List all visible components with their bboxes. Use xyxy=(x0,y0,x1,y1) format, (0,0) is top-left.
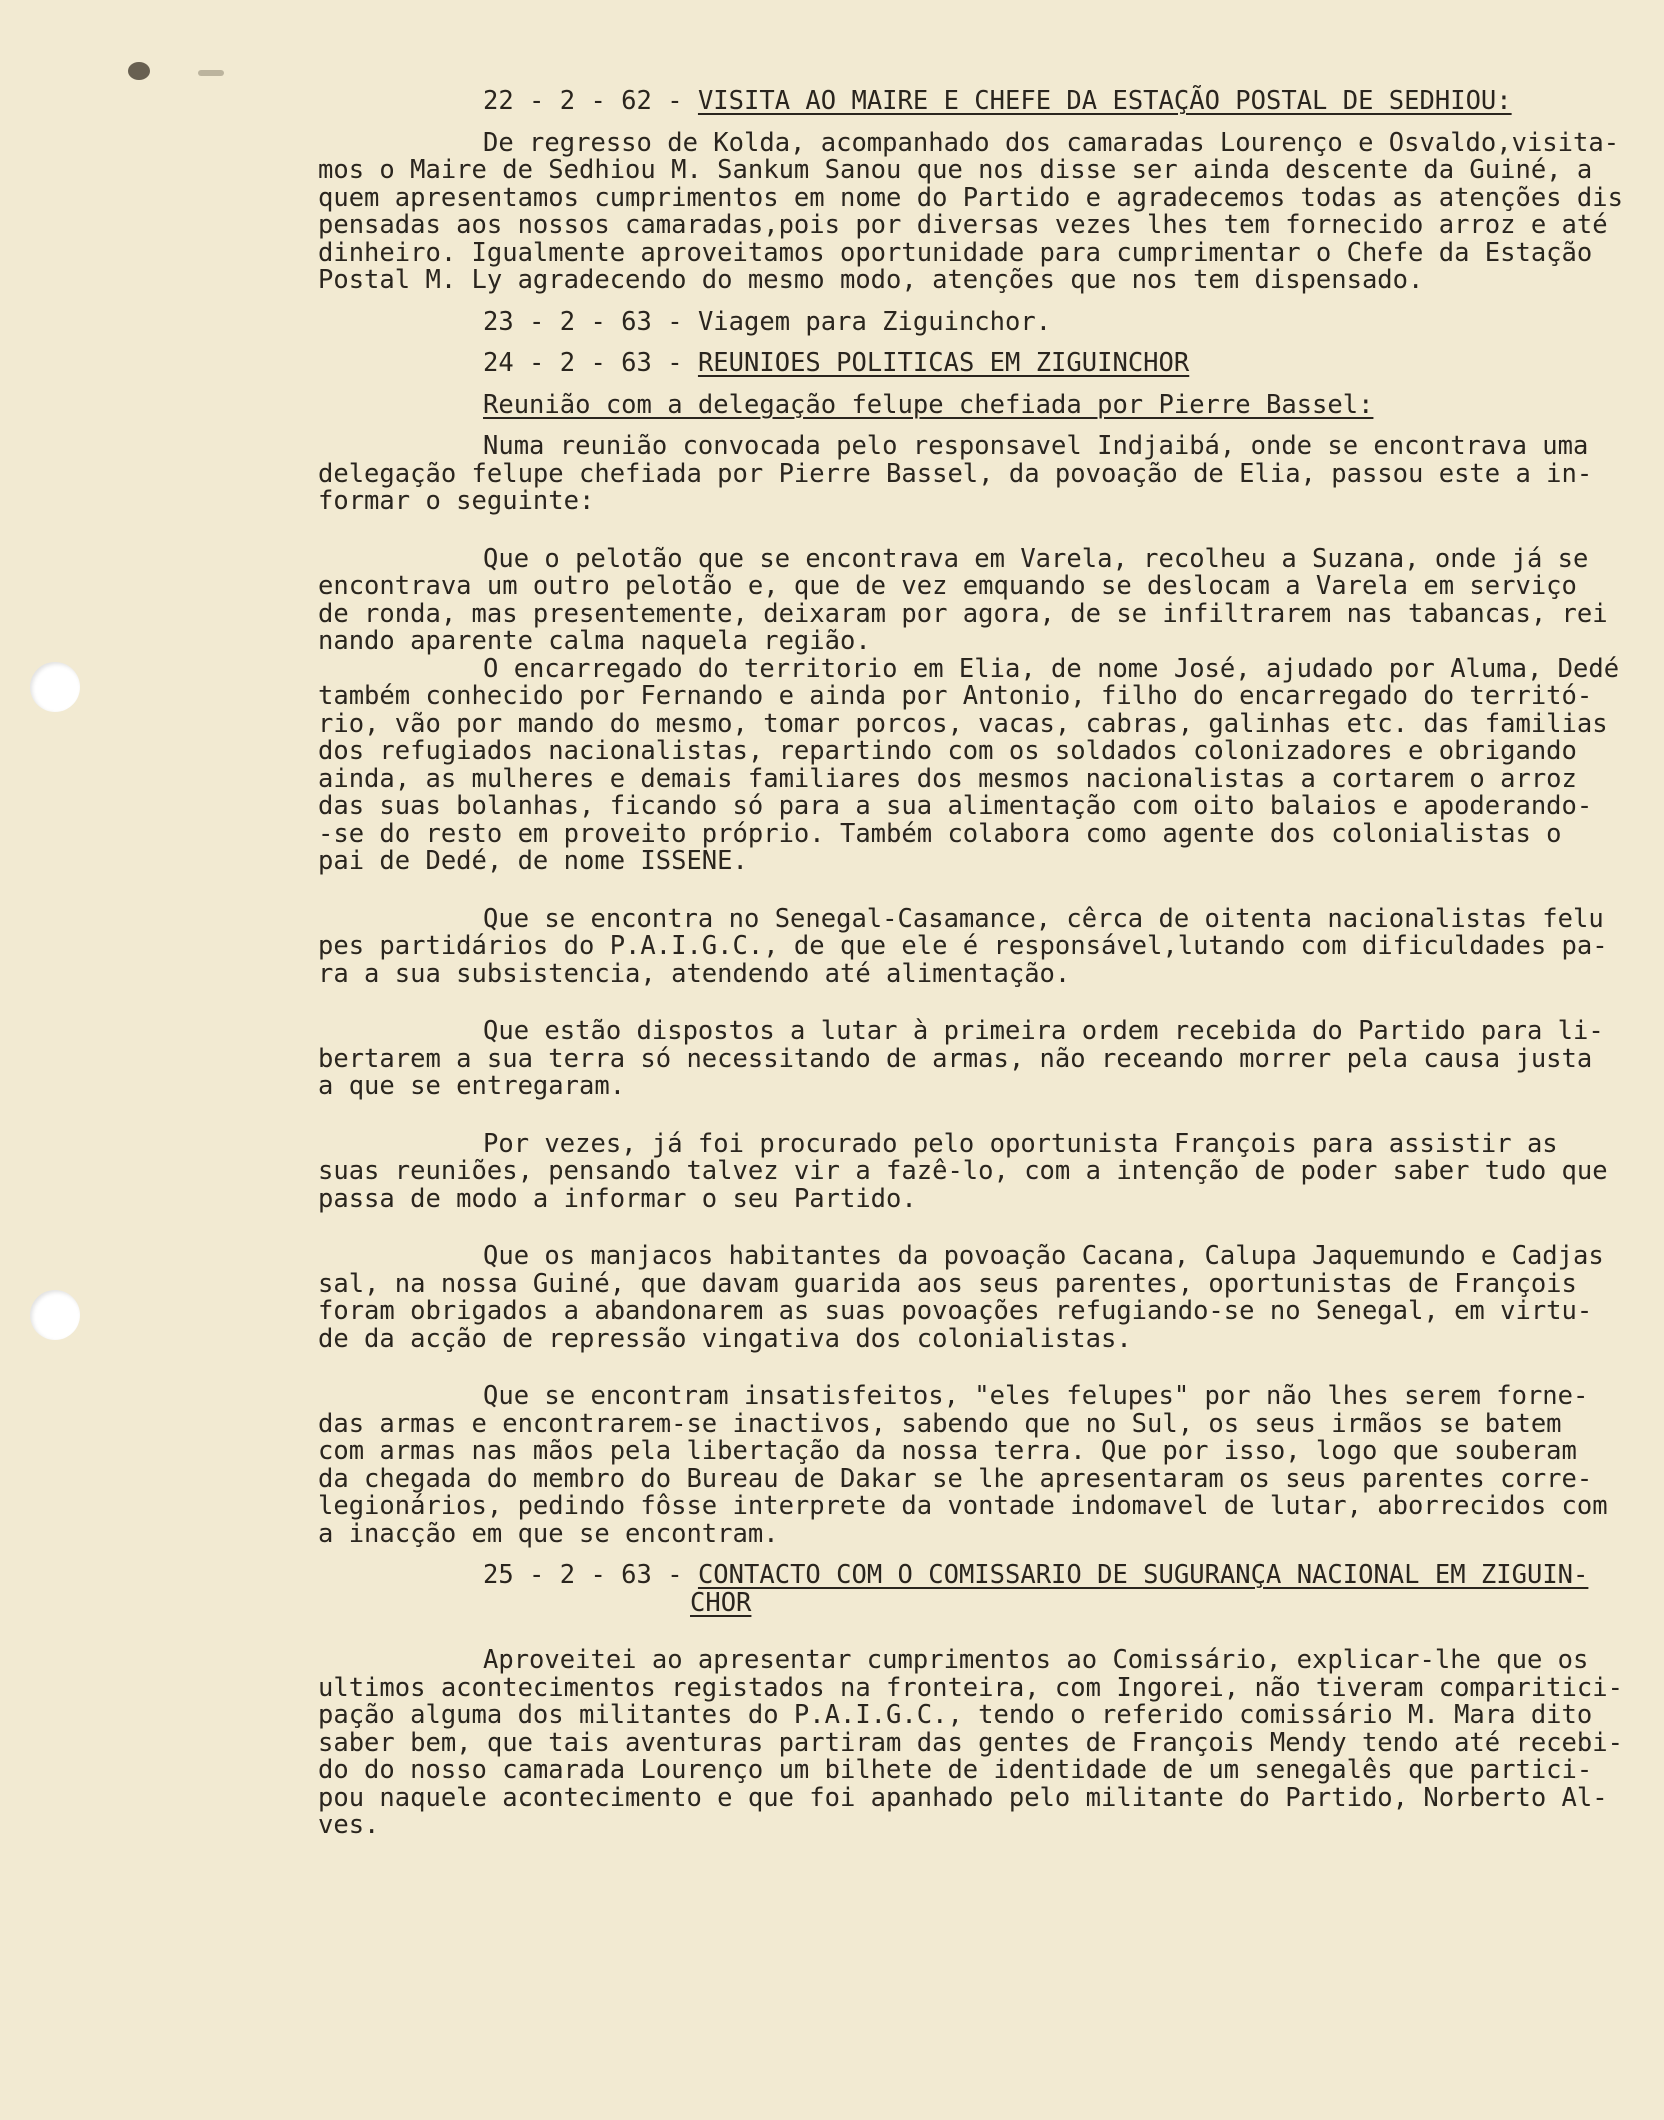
ink-stain xyxy=(128,62,150,80)
text-line: de da acção de repressão vingativa dos colonialistas. xyxy=(318,1323,1132,1354)
text-line: do do nosso camarada Lourenço um bilhete de identidade de um senegalês que partici- xyxy=(318,1755,1593,1785)
document-body xyxy=(318,88,1648,1840)
punch-hole-bottom xyxy=(30,1290,80,1340)
ink-smudge xyxy=(198,70,224,76)
text-line: Que o pelotão que se encontrava em Varela, recolheu a Suzana, onde já se xyxy=(483,543,1589,574)
text-line: de ronda, mas presentemente, deixaram por agora, de se infiltrarem nas tabancas, rei xyxy=(318,598,1608,629)
text-line: De regresso de Kolda, acompanhado dos camaradas Lourenço e Osvaldo,visita- xyxy=(483,127,1620,158)
entry-text: Viagem para Ziguinchor. xyxy=(697,306,1052,337)
text-line: dos refugiados nacionalistas, repartindo com os soldados colonizadores e obrigando xyxy=(318,736,1577,766)
entry-subheading: Reunião com a delegação felupe chefiada por Pierre Bassel: xyxy=(483,389,1374,420)
text-line: das armas e encontrarem-se inactivos, sabendo que no Sul, os seus irmãos se batem xyxy=(318,1408,1562,1439)
text-line: pes partidários do P.A.I.G.C., de que ele é responsável,lutando com dificuldades pa- xyxy=(318,931,1608,961)
text-line: Postal M. Ly agradecendo do mesmo modo, atenções que nos tem dispensado. xyxy=(318,265,1424,295)
text-line: nando aparente calma naquela região. xyxy=(318,626,871,656)
text-line: ultimos acontecimentos registados na fronteira, com Ingorei, não tiveram comparitici- xyxy=(318,1672,1623,1703)
text-line: a inacção em que se encontram. xyxy=(318,1518,779,1549)
entry-4-heading-line xyxy=(318,1562,1648,1590)
text-line: pação alguma dos militantes do P.A.I.G.C., tendo o referido comissário M. Mara dito xyxy=(318,1700,1593,1730)
text-line: Por vezes, já foi procurado pelo oportunista François para assistir as xyxy=(483,1128,1558,1159)
text-line: Que estão dispostos a lutar à primeira ordem recebida do Partido para li- xyxy=(483,1016,1604,1046)
text-line: foram obrigados a abandonarem as suas povoações refugiando-se no Senegal, em virtu- xyxy=(318,1296,1593,1326)
entry-heading: VISITA AO MAIRE E CHEFE DA ESTAÇÃO POSTAL DE SEDHIOU: xyxy=(697,86,1512,116)
text-line: dinheiro. Igualmente aproveitamos oportunidade para cumprimentar o Chefe da Estação xyxy=(318,237,1593,268)
text-line: saber bem, que tais aventuras partiram das gentes de François Mendy tendo até recebi- xyxy=(318,1727,1623,1758)
text-line: da chegada do membro do Bureau de Dakar se lhe apresentaram os seus parentes corre- xyxy=(318,1463,1593,1494)
text-line: bertarem a sua terra só necessitando de armas, não receando morrer pela causa justa xyxy=(318,1043,1593,1074)
text-line: a que se entregaram. xyxy=(318,1071,626,1101)
text-line: quem apresentamos cumprimentos em nome do Partido e agradecemos todas as atenções dis xyxy=(318,182,1623,213)
text-line: ves. xyxy=(318,1810,380,1840)
text-line: encontrava um outro pelotão e, que de vez emquando se deslocam a Varela em serviço xyxy=(318,571,1577,601)
text-line: pou naquele acontecimento e que foi apanhado pelo militante do Partido, Norberto Al- xyxy=(318,1782,1608,1813)
text-line: mos o Maire de Sedhiou M. Sankum Sanou que nos disse ser ainda descente da Guiné, a xyxy=(318,155,1593,185)
text-line: Numa reunião convocada pelo responsavel Indjaibá, onde se encontrava uma xyxy=(483,431,1589,461)
punch-hole-top xyxy=(30,662,80,712)
text-line: formar o seguinte: xyxy=(318,486,595,516)
text-line: também conhecido por Fernando e ainda por Antonio, filho do encarregado do territó- xyxy=(318,681,1593,711)
text-line: O encarregado do territorio em Elia, de nome José, ajudado por Aluma, Dedé xyxy=(483,653,1620,684)
text-line: Que se encontram insatisfeitos, "eles felupes" por não lhes serem forne- xyxy=(483,1381,1589,1411)
text-line: legionários, pedindo fôsse interprete da vontade indomavel de lutar, aborrecidos com xyxy=(318,1491,1608,1521)
text-line: passa de modo a informar o seu Partido. xyxy=(318,1183,917,1214)
entry-date: 23 - 2 - 63 - xyxy=(483,306,683,337)
entry-date: 22 - 2 - 62 - xyxy=(483,86,683,116)
entry-date: 24 - 2 - 63 - xyxy=(483,348,683,378)
entry-heading: CONTACTO COM O COMISSARIO DE SUGURANÇA NACIONAL EM ZIGUIN- xyxy=(697,1560,1589,1590)
text-line: Que os manjacos habitantes da povoação Cacana, Calupa Jaquemundo e Cadjas xyxy=(483,1241,1604,1271)
text-line: suas reuniões, pensando talvez vir a fazê-lo, com a intenção de poder saber tudo que xyxy=(318,1156,1608,1186)
text-line: delegação felupe chefiada por Pierre Bassel, da povoação de Elia, passou este a in- xyxy=(318,458,1593,489)
text-line: pai de Dedé, de nome ISSENE. xyxy=(318,846,748,876)
entry-4-heading-continued xyxy=(318,1587,1648,1618)
text-line: com armas nas mãos pela libertação da nossa terra. Que por isso, logo que souberam xyxy=(318,1436,1577,1466)
text-line: Que se encontra no Senegal-Casamance, cêrca de oitenta nacionalistas felu xyxy=(483,903,1604,934)
entry-date: 25 - 2 - 63 - xyxy=(483,1560,683,1590)
text-line: ainda, as mulheres e demais familiares dos mesmos nacionalistas a cortarem o arroz xyxy=(318,763,1577,794)
text-line: -se do resto em proveito próprio. Também colabora como agente dos colonialistas o xyxy=(318,818,1562,849)
entry-2-line xyxy=(318,306,1648,337)
entry-heading: REUNIOES POLITICAS EM ZIGUINCHOR xyxy=(697,348,1190,378)
text-line: sal, na nossa Guiné, que davam guarida aos seus parentes, oportunistas de François xyxy=(318,1268,1577,1299)
text-line: pensadas aos nossos camaradas,pois por diversas vezes lhes tem fornecido arroz e até xyxy=(318,210,1608,240)
text-line: ra a sua subsistencia, atendendo até alimentação. xyxy=(318,958,1071,989)
entry-heading-continued: CHOR xyxy=(690,1587,752,1618)
text-line: das suas bolanhas, ficando só para a sua alimentação com oito balaios e apoderando- xyxy=(318,791,1593,821)
text-line: Aproveitei ao apresentar cumprimentos ao Comissário, explicar-lhe que os xyxy=(483,1645,1589,1675)
entry-1-heading-line xyxy=(318,88,1648,116)
entry-3-heading-line xyxy=(318,350,1648,378)
text-line: rio, vão por mando do mesmo, tomar porcos, vacas, cabras, galinhas etc. das familias xyxy=(318,708,1608,739)
